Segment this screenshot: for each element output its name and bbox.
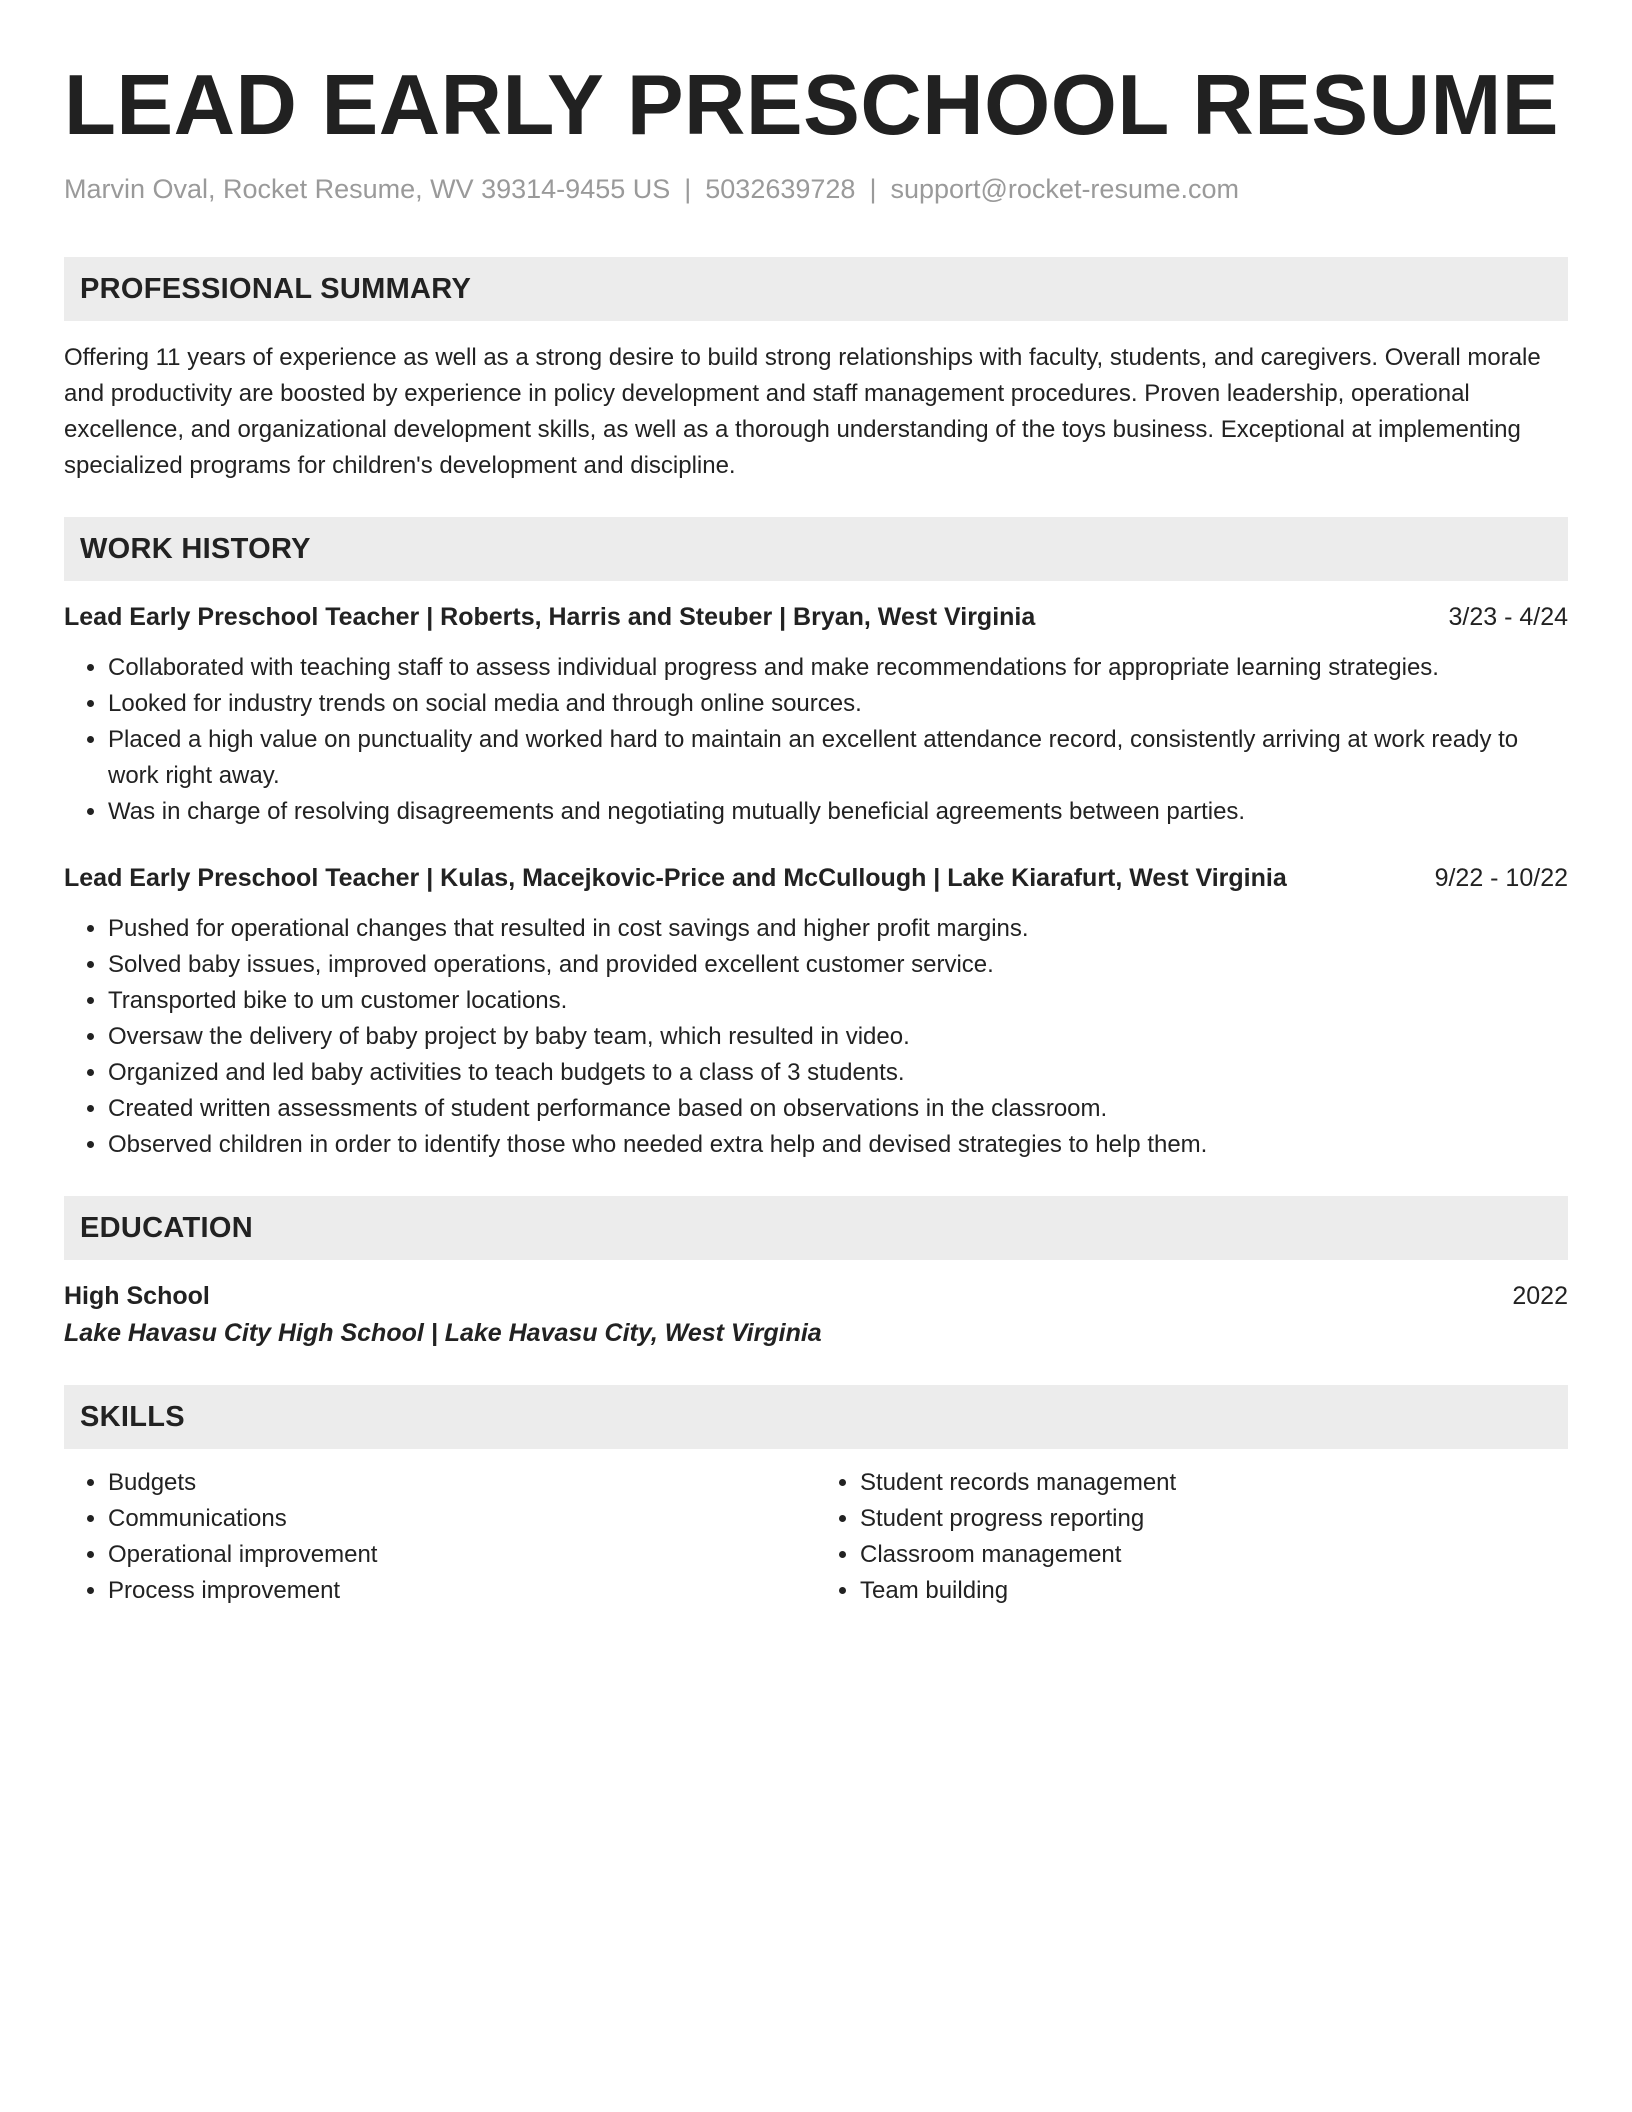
job-dates: 3/23 - 4/24 <box>1448 603 1568 631</box>
section-header-summary: PROFESSIONAL SUMMARY <box>64 257 1568 321</box>
job-entry <box>64 599 1568 830</box>
job-dates: 9/22 - 10/22 <box>1434 864 1568 892</box>
education-school: Lake Havasu City High School | Lake Havasu City, West Virginia <box>64 1319 822 1347</box>
summary-text: Offering 11 years of experience as well as a strong desire to build strong relationships with faculty, students, and caregivers. Overall morale and productivity are boosted by experience in policy development and staff management procedures. Proven leadership, operational excellence, and organizational development skills, as well as a thorough understanding of the toys business. Exceptional at implementing specialized programs for children's development and discipline. <box>64 344 1541 479</box>
job-title: Lead Early Preschool Teacher | Kulas, Macejkovic-Price and McCullough | Lake Kiarafurt, West Virginia <box>64 864 1287 892</box>
contact-line <box>64 172 1568 206</box>
skill-item: • Process improvement <box>108 1573 816 1609</box>
skill-item: • Operational improvement <box>108 1537 816 1573</box>
skill-item: • Budgets <box>108 1465 816 1501</box>
job-title: Lead Early Preschool Teacher | Roberts, Harris and Steuber | Bryan, West Virginia <box>64 603 1036 631</box>
education-degree: High School <box>64 1282 210 1310</box>
section-header-work-history: WORK HISTORY <box>64 517 1568 581</box>
job-bullet: • Collaborated with teaching staff to assess individual progress and make recommendations for appropriate learning strategies. <box>108 650 1568 686</box>
skill-item: • Communications <box>108 1501 816 1537</box>
contact-phone: 5032639728 <box>705 174 856 204</box>
job-entry <box>64 860 1568 1163</box>
job-bullet: • Looked for industry trends on social media and through online sources. <box>108 686 1568 722</box>
contact-separator: | <box>869 174 877 204</box>
skill-item: • Student records management <box>860 1465 1568 1501</box>
skills-columns <box>64 1465 1568 1609</box>
contact-email: support@rocket-resume.com <box>890 174 1239 204</box>
skill-item: • Classroom management <box>860 1537 1568 1573</box>
skill-item: • Student progress reporting <box>860 1501 1568 1537</box>
skills-list-left <box>64 1465 816 1609</box>
job-bullet: • Oversaw the delivery of baby project by baby team, which resulted in video. <box>108 1019 1568 1055</box>
job-header <box>64 860 1568 896</box>
contact-separator: | <box>684 174 692 204</box>
education-year: 2022 <box>1512 1282 1568 1310</box>
skills-list-right <box>816 1465 1568 1609</box>
job-bullet: • Organized and led baby activities to teach budgets to a class of 3 students. <box>108 1055 1568 1091</box>
job-bullet: • Solved baby issues, improved operations, and provided excellent customer service. <box>108 947 1568 983</box>
job-bullet: • Transported bike to um customer locations. <box>108 983 1568 1019</box>
job-bullet: • Pushed for operational changes that resulted in cost savings and higher profit margins. <box>108 911 1568 947</box>
job-bullet: • Placed a high value on punctuality and worked hard to maintain an excellent attendance record, consistently arriving at work ready to work right away. <box>108 722 1568 794</box>
contact-address: Marvin Oval, Rocket Resume, WV 39314-9455 US <box>64 174 671 204</box>
job-bullets <box>64 911 1568 1163</box>
resume-title: LEAD EARLY PRESCHOOL RESUME <box>64 58 1559 153</box>
job-bullets <box>64 650 1568 830</box>
job-bullet: • Created written assessments of student performance based on observations in the classroom. <box>108 1091 1568 1127</box>
section-header-education: EDUCATION <box>64 1196 1568 1260</box>
education-header <box>64 1278 1568 1314</box>
skill-item: • Team building <box>860 1573 1568 1609</box>
job-bullet: • Observed children in order to identify those who needed extra help and devised strategies to help them. <box>108 1127 1568 1163</box>
job-bullet: • Was in charge of resolving disagreements and negotiating mutually beneficial agreements between parties. <box>108 794 1568 830</box>
job-header <box>64 599 1568 635</box>
section-header-skills: SKILLS <box>64 1385 1568 1449</box>
